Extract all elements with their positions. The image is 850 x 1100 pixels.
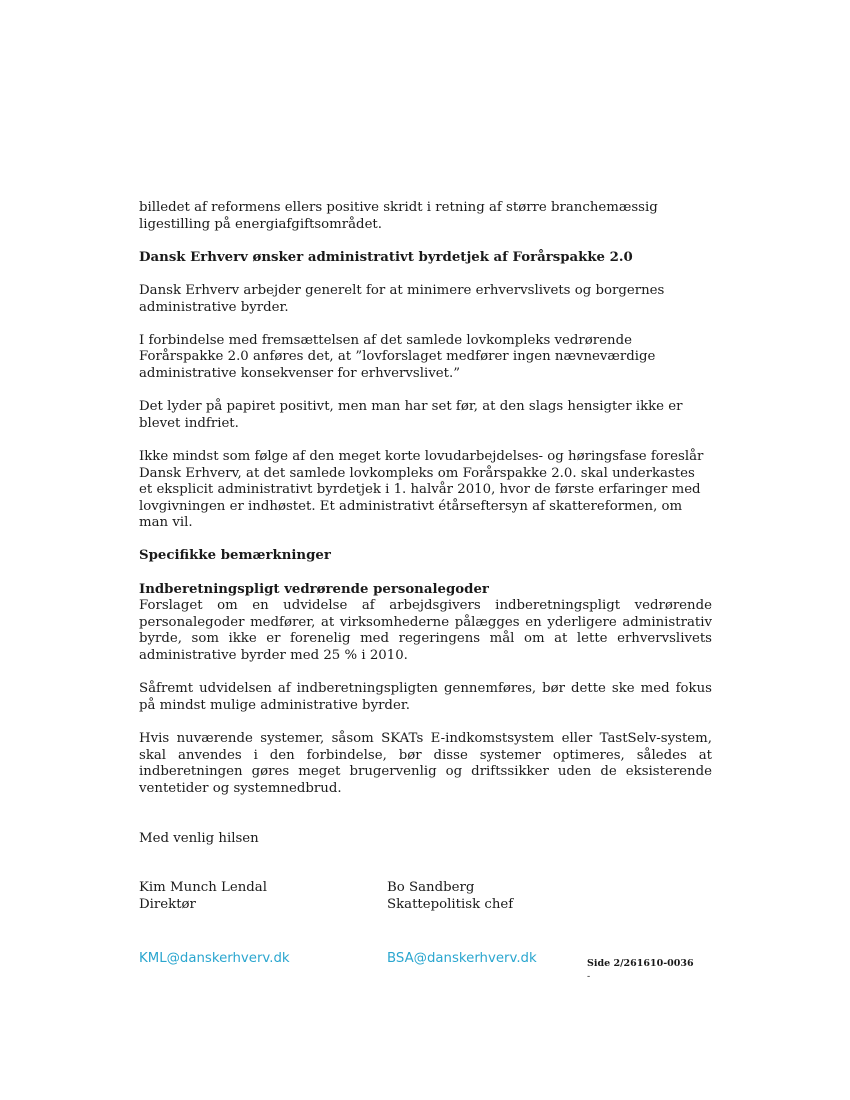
page-reference: Side 2/261610-0036 — [587, 958, 694, 969]
footer-dash: - — [587, 971, 591, 982]
page-footer — [587, 957, 694, 983]
closing-greeting: Med venlig hilsen — [139, 830, 259, 846]
signatory-email-link[interactable]: BSA@danskerhverv.dk — [387, 950, 537, 966]
signatory-2 — [387, 880, 635, 967]
intro-paragraph: billedet af reformens ellers positive skridt i retning af større branchemæssig ligestilling på energiafgiftsområdet. — [139, 200, 658, 232]
paragraph: Det lyder på papiret positivt, men man har set før, at den slags hensigter ikke er blevet indfriet. — [139, 399, 683, 431]
paragraph: I forbindelse med fremsættelsen af det samlede lovkompleks vedrørende Forårspakke 2.0 anføres det, at ”lovforslaget medfører ingen nævneværdige administrative konsekvenser for erhvervslivet.” — [139, 332, 656, 381]
signatory-title: Direktør — [139, 896, 196, 912]
section-heading-specifikke: Specifikke bemærkninger — [139, 548, 331, 564]
signatory-1 — [139, 880, 387, 967]
document-body — [139, 200, 712, 967]
paragraph: Ikke mindst som følge af den meget korte lovudarbejdelses- og høringsfase foreslår Dansk Erhverv, at det samlede lovkompleks om Forårspakke 2.0. skal underkastes et eksplicit administrativt byrdetjek i 1. halvår 2010, hvor de første erfaringer med lovgivningen er indhøstet. Et administrativt étårseftersyn af skattereformen, om man vil. — [139, 448, 704, 531]
paragraph: Hvis nuværende systemer, såsom SKATs E-indkomstsystem eller TastSelv-system, skal anvendes i den forbindelse, bør disse systemer optimeres, således at indberetningen gøres meget brugervenlig og driftssikker uden de eksisterende ventetider og systemnedbrud. — [139, 731, 712, 796]
signature-block — [139, 880, 712, 967]
section-heading-byrdetjek: Dansk Erhverv ønsker administrativt byrdetjek af Forårspakke 2.0 — [139, 249, 633, 265]
signatory-name: Kim Munch Lendal — [139, 880, 267, 896]
subheading-indberetningspligt: Indberetningspligt vedrørende personalegoder — [139, 581, 489, 597]
paragraph: Såfremt udvidelsen af indberetningspligten gennemføres, bør dette ske med fokus på mindst mulige administrative byrder. — [139, 681, 712, 713]
paragraph: Dansk Erhverv arbejder generelt for at minimere erhvervslivets og borgernes administrative byrder. — [139, 282, 665, 315]
signatory-email-link[interactable]: KML@danskerhverv.dk — [139, 950, 290, 966]
paragraph: Forslaget om en udvidelse af arbejdsgivers indberetningspligt vedrørende personalegoder medfører, at virksomhederne pålægges en yderligere administrativ byrde, som ikke er forenelig med regeringens mål om at lette erhvervslivets administrative byrder med 25 % i 2010. — [139, 598, 712, 664]
signatory-title: Skattepolitisk chef — [387, 896, 514, 912]
signatory-name: Bo Sandberg — [387, 880, 475, 896]
